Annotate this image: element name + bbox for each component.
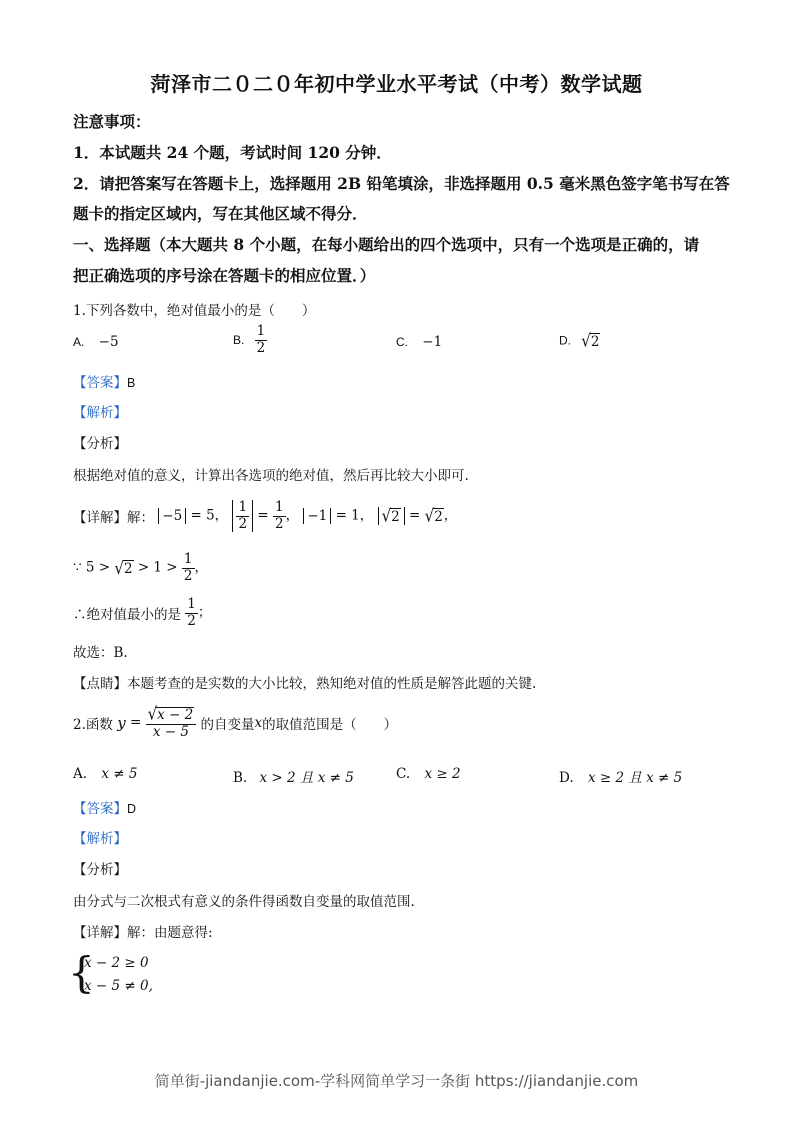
system-line-2-text: x − 5 ≠ 0 bbox=[84, 978, 149, 994]
radicand: 2 bbox=[590, 334, 600, 350]
answer-value: B bbox=[127, 376, 136, 390]
section-heading-line-1: 一、选择题（本大题共 8 个小题，在每小题给出的四个选项中，只有一个选项是正确的，请 bbox=[73, 235, 700, 254]
q1-option-a bbox=[73, 334, 119, 350]
q2-option-b bbox=[233, 766, 354, 786]
fraction-denominator: 2 bbox=[256, 339, 266, 356]
option-value: x > 2 且 x ≠ 5 bbox=[259, 770, 354, 786]
option-label: B. bbox=[233, 770, 248, 786]
q1-because-line: ∵ 5 > √2 > 1 > $\frac{1}{2}$ ， bbox=[73, 551, 209, 584]
option-value: −1 bbox=[422, 334, 443, 350]
option-label: A. bbox=[73, 766, 88, 782]
q2-option-c bbox=[396, 766, 461, 782]
q1-stem: 1.下列各数中，绝对值最小的是（ ） bbox=[73, 303, 316, 319]
stem-prefix: 2.函数 bbox=[73, 717, 113, 734]
q2-option-d bbox=[559, 766, 682, 786]
abs-one-half: $\frac{1}{2}$ bbox=[232, 500, 253, 532]
answer-value: D bbox=[127, 802, 137, 816]
q1-fenxi-text: 根据绝对值的意义，计算出各选项的绝对值，然后再比较大小即可. bbox=[73, 468, 469, 484]
fraction-one-half bbox=[255, 324, 268, 356]
left-brace-icon: { bbox=[68, 948, 95, 997]
q2-detail-tag: 【详解】解：由题意得: bbox=[73, 925, 213, 941]
radical-sign-icon: √ bbox=[581, 330, 591, 352]
q2-system-line-2: x − 5 ≠ 0, bbox=[84, 978, 153, 994]
q1-detail-line: 【详解】解： −5 = 5， $\frac{1}{2}$ = $\frac{1}{2}$ ， −1 = 1， √2 = √2， bbox=[73, 499, 458, 532]
q2-system-line-1: x − 2 ≥ 0 bbox=[84, 955, 149, 971]
q2-fenxi-tag: 【分析】 bbox=[73, 862, 127, 878]
abs-neg-one: −1 bbox=[303, 508, 331, 524]
page-title: 菏泽市二０二０年初中学业水平考试（中考）数学试题 bbox=[150, 72, 643, 96]
option-label: C. bbox=[396, 766, 411, 782]
stem-end: 的取值范围是（ ） bbox=[262, 717, 398, 734]
q2-stem: 2.函数 y = $\frac{√x - 2}{x - 5}$ 的自变量x的取值范围是（ ） bbox=[73, 703, 398, 740]
because-symbol: ∵ bbox=[73, 559, 82, 576]
q2-analysis-tag: 【解析】 bbox=[73, 831, 127, 847]
option-value: x ≥ 2 bbox=[424, 766, 461, 782]
option-value: x ≥ 2 且 x ≠ 5 bbox=[587, 770, 683, 786]
q1-option-c bbox=[396, 334, 442, 350]
answer-tag: 【答案】 bbox=[73, 375, 127, 391]
notice-heading: 注意事项： bbox=[73, 112, 151, 131]
therefore-text: ∴绝对值最小的是 bbox=[73, 607, 181, 624]
q2-answer bbox=[73, 797, 136, 817]
q2-function-fraction: $\frac{√x - 2}{x - 5}$ bbox=[146, 706, 197, 740]
abs-sqrt-two: √2 bbox=[378, 507, 405, 525]
notice-item-2-line-2: 题卡的指定区域内，写在其他区域不得分． bbox=[73, 204, 368, 223]
page-footer: 简单街-jiandanjie.com-学科网简单学习一条街 https://jiandanjie.com bbox=[154, 1072, 639, 1090]
option-value: −5 bbox=[98, 334, 119, 350]
option-label: B. bbox=[233, 333, 245, 348]
notice-item-2-line-1: 2．请把答案写在答题卡上，选择题用 2B 铅笔填涂，非选择题用 0.5 毫米黑色签字笔书写在答 bbox=[73, 174, 730, 193]
option-label: C. bbox=[396, 335, 408, 349]
option-label: D. bbox=[559, 770, 574, 786]
fraction-numerator: 1 bbox=[256, 323, 266, 339]
q1-choose: 故选：B. bbox=[73, 645, 128, 661]
q2-fenxi-text: 由分式与二次根式有意义的条件得函数自变量的取值范围. bbox=[73, 894, 415, 910]
option-value: x ≠ 5 bbox=[101, 766, 138, 782]
abs-neg-five: −5 bbox=[158, 508, 186, 524]
q1-therefore-line: ∴绝对值最小的是 $\frac{1}{2}$ ； bbox=[73, 596, 212, 629]
q1-fenxi-tag: 【分析】 bbox=[73, 436, 127, 452]
stem-suffix: 的自变量 bbox=[200, 717, 255, 734]
option-label: D. bbox=[559, 333, 571, 348]
q1-option-b bbox=[233, 324, 267, 356]
q1-option-d bbox=[559, 332, 600, 350]
q1-analysis-tag: 【解析】 bbox=[73, 405, 127, 421]
section-heading-line-2: 把正确选项的序号涂在答题卡的相应位置．） bbox=[73, 266, 376, 285]
option-label: A. bbox=[73, 335, 85, 349]
notice-item-1: 1．本试题共 24 个题，考试时间 120 分钟． bbox=[73, 143, 392, 162]
q2-option-a bbox=[73, 766, 137, 782]
detail-tag: 【详解】解： bbox=[73, 510, 154, 527]
sqrt-two bbox=[581, 332, 600, 350]
answer-tag: 【答案】 bbox=[73, 801, 127, 817]
q1-dianjing: 【点睛】本题考查的是实数的大小比较，熟知绝对值的性质是解答此题的关键. bbox=[73, 676, 537, 692]
q1-answer bbox=[73, 371, 135, 391]
